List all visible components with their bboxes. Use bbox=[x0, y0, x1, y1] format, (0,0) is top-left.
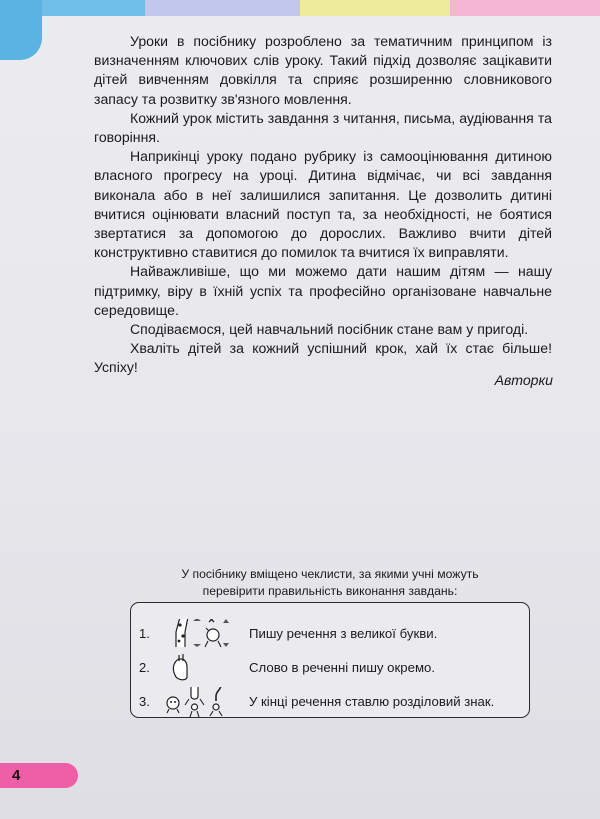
corner-tab bbox=[0, 0, 42, 60]
hand-sign-icon bbox=[163, 653, 243, 683]
preface-text bbox=[94, 32, 552, 378]
header-stripe-yellow bbox=[300, 0, 450, 16]
paragraph: Наприкінці уроку подано рубрику із самооцінювання дитиною власного прогресу на уроці. Дитина відмічає, чи всі завдання виконала або в неї залишилися запитання. Це дозволить дитині вчитися оцінювати власний поступ та, за необхідності, не боятися звертатися за допомогою до дорослих. Важливо вчити дітей конструктивно ставитися до помилок та вчитися їх виправляти. bbox=[94, 148, 552, 261]
paragraph: Уроки в посібнику розроблено за тематичним принципом із визначенням ключових слів уроку. Такий підхід дозволяє зацікавити дітей вивченням довкілля та сприяє розширенню словникового запасу та розвитку зв'язного мовлення. bbox=[94, 33, 552, 107]
header-stripe-lavender bbox=[145, 0, 300, 16]
checklist-number: 2. bbox=[139, 660, 150, 675]
paragraph: Сподіваємося, цей навчальний посібник стане вам у пригоді. bbox=[130, 321, 529, 338]
checklist-row bbox=[131, 619, 529, 649]
checklist-text: Слово в реченні пишу окремо. bbox=[249, 660, 436, 675]
checklist-row bbox=[131, 653, 529, 683]
checklist-intro bbox=[130, 566, 530, 600]
giraffe-and-character-icons bbox=[163, 619, 243, 649]
page-number: 4 bbox=[12, 767, 21, 784]
punctuation-characters-icons bbox=[163, 687, 243, 717]
signature: Авторки bbox=[494, 372, 553, 388]
header-stripe-pink bbox=[450, 0, 600, 16]
page-number-tab bbox=[0, 763, 78, 788]
checklist-box bbox=[130, 602, 530, 718]
checklist-number: 3. bbox=[139, 694, 150, 709]
checklist-intro-line: перевірити правильність виконання завдань: bbox=[202, 584, 458, 598]
paragraph: Хваліть дітей за кожний успішний крок, хай їх стає більше! Успіху! bbox=[94, 340, 552, 376]
checklist-intro-line: У посібнику вміщено чеклисти, за якими учні можуть bbox=[181, 567, 479, 581]
paragraph: Найважливіше, що ми можемо дати нашим дітям — нашу підтримку, віру в їхній успіх та професійно організоване навчальне середовище. bbox=[94, 263, 552, 318]
checklist-text: Пишу речення з великої букви. bbox=[249, 626, 438, 641]
checklist-number: 1. bbox=[139, 626, 150, 641]
checklist-text: У кінці речення ставлю розділовий знак. bbox=[249, 694, 495, 709]
checklist-row bbox=[131, 687, 529, 717]
paragraph: Кожний урок містить завдання з читання, письма, аудіювання та говоріння. bbox=[94, 109, 552, 146]
